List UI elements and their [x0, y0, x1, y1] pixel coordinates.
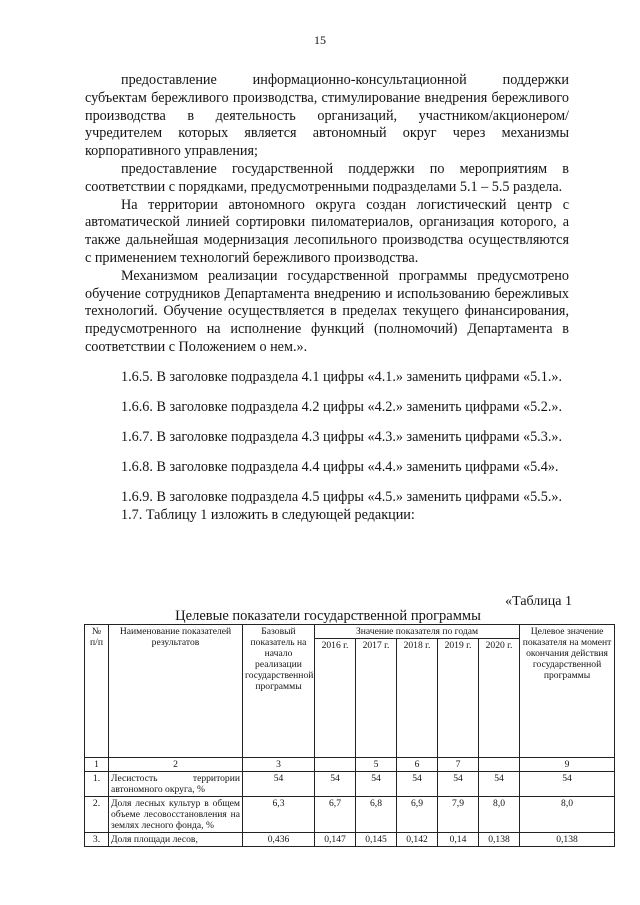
- table-row: [85, 797, 615, 833]
- paragraph-amendment-1-6-9: 1.6.9. В заголовке подраздела 4.5 цифры «4.5.» заменить цифрами «5.5.».: [121, 489, 563, 506]
- table-column-numbers-row: [85, 758, 615, 772]
- column-number: 5: [356, 758, 397, 772]
- paragraph-amendment-1-6-7: 1.6.7. В заголовке подраздела 4.3 цифры «4.3.» заменить цифрами «5.3.».: [121, 429, 563, 446]
- indicators-table: [84, 624, 615, 847]
- row-value-2019: 7,9: [438, 797, 479, 833]
- page-number: 15: [314, 33, 326, 47]
- paragraph-amendment-1-7: 1.7. Таблицу 1 изложить в следующей редакции:: [121, 507, 415, 524]
- row-value-2016: 54: [315, 772, 356, 797]
- table-row: [85, 772, 615, 797]
- header-year-2020: 2020 г.: [479, 639, 520, 758]
- column-number: [315, 758, 356, 772]
- row-value-2016: 6,7: [315, 797, 356, 833]
- row-base-value: 6,3: [243, 797, 315, 833]
- header-target: Целевое значение показателя на момент окончания действия государственной программы: [520, 625, 615, 758]
- header-base: Базовый показатель на начало реализации государственной программы: [243, 625, 315, 758]
- row-value-2019: 54: [438, 772, 479, 797]
- header-year-2017: 2017 г.: [356, 639, 397, 758]
- row-num: 3.: [85, 833, 109, 847]
- row-target-value: 8,0: [520, 797, 615, 833]
- row-value-2016: 0,147: [315, 833, 356, 847]
- row-target-value: 0,138: [520, 833, 615, 847]
- row-num: 2.: [85, 797, 109, 833]
- header-years-group: Значение показателя по годам: [315, 625, 520, 639]
- column-number: 6: [397, 758, 438, 772]
- row-value-2017: 0,145: [356, 833, 397, 847]
- row-value-2020: 0,138: [479, 833, 520, 847]
- paragraph-logistics-center: На территории автономного округа создан логистический центр с автоматической линией сортировки пиломатериалов, организация которого, а также дальнейшая модернизация лесопильного производства осуществляются с применением технологий бережливого производства.: [85, 196, 569, 266]
- body-text: [85, 72, 569, 525]
- table-title: Целевые показатели государственной программы: [175, 608, 481, 624]
- row-name: Лесистость территории автономного округа, %: [109, 772, 243, 797]
- row-value-2017: 6,8: [356, 797, 397, 833]
- column-number: 3: [243, 758, 315, 772]
- row-name: Доля лесных культур в общем объеме лесовосстановления на землях лесного фонда, %: [109, 797, 243, 833]
- paragraph-amendment-1-6-6: 1.6.6. В заголовке подраздела 4.2 цифры «4.2.» заменить цифрами «5.2.».: [121, 399, 563, 416]
- row-base-value: 54: [243, 772, 315, 797]
- column-number: 7: [438, 758, 479, 772]
- header-year-2016: 2016 г.: [315, 639, 356, 758]
- row-base-value: 0,436: [243, 833, 315, 847]
- row-value-2019: 0,14: [438, 833, 479, 847]
- row-value-2020: 54: [479, 772, 520, 797]
- column-number: 2: [109, 758, 243, 772]
- row-value-2020: 8,0: [479, 797, 520, 833]
- paragraph-amendment-1-6-8: 1.6.8. В заголовке подраздела 4.4 цифры «4.4.» заменить цифрами «5.4».: [121, 459, 559, 476]
- header-year-2019: 2019 г.: [438, 639, 479, 758]
- paragraph-amendment-1-6-5: 1.6.5. В заголовке подраздела 4.1 цифры «4.1.» заменить цифрами «5.1.».: [121, 369, 563, 386]
- header-year-2018: 2018 г.: [397, 639, 438, 758]
- row-target-value: 54: [520, 772, 615, 797]
- paragraph-consulting-support: предоставление информационно-консультационной поддержки субъектам бережливого производства, стимулирование внедрения бережливого производства в деятельность организаций, участником/акционером/учредителем которых является автономный округ через механизмы корпоративного управления;: [85, 72, 569, 160]
- column-number: 9: [520, 758, 615, 772]
- paragraph-training: Механизмом реализации государственной программы предусмотрено обучение сотрудников Департамента внедрению и использованию бережливых технологий. Обучение осуществляется в пределах текущего финансирования, предусмотренного на исполнение функций (полномочий) Департамента в соответствии с Положением о нем.».: [85, 267, 569, 355]
- table-header-row: [85, 625, 615, 639]
- row-value-2018: 54: [397, 772, 438, 797]
- row-value-2018: 6,9: [397, 797, 438, 833]
- row-name: Доля площади лесов,: [109, 833, 243, 847]
- row-value-2017: 54: [356, 772, 397, 797]
- row-num: 1.: [85, 772, 109, 797]
- table-row: [85, 833, 615, 847]
- column-number: 1: [85, 758, 109, 772]
- row-value-2018: 0,142: [397, 833, 438, 847]
- header-name: Наименование показателей результатов: [109, 625, 243, 758]
- header-num: № п/п: [85, 625, 109, 758]
- column-number: [479, 758, 520, 772]
- paragraph-state-support: предоставление государственной поддержки по мероприятиям в соответствии с порядками, предусмотренными подразделами 5.1 – 5.5 раздела.: [85, 160, 569, 195]
- table-label: «Таблица 1: [505, 594, 572, 609]
